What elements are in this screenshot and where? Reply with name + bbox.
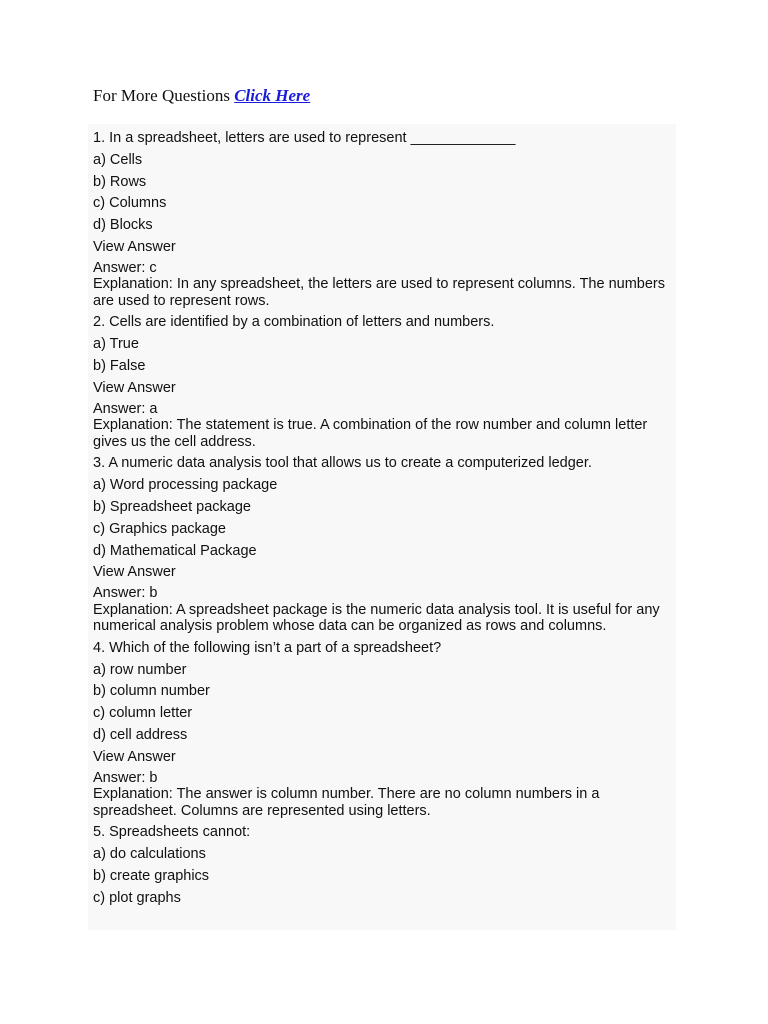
option-d: d) Mathematical Package — [93, 542, 257, 559]
question-text: 1. In a spreadsheet, letters are used to represent _____________ — [93, 130, 516, 146]
option-c: c) Columns — [93, 195, 167, 212]
question-text: 5. Spreadsheets cannot: — [93, 824, 251, 841]
view-answer-button[interactable]: View Answer — [93, 379, 176, 396]
option-a: a) Word processing package — [93, 477, 278, 494]
option-a: a) row number — [93, 661, 187, 678]
header-prefix: For More Questions — [93, 86, 230, 105]
option-c: c) column letter — [93, 705, 193, 722]
option-b: b) False — [93, 358, 146, 375]
option-a: a) do calculations — [93, 846, 206, 863]
view-answer-button[interactable]: View Answer — [93, 238, 176, 255]
question-block-2 — [93, 312, 676, 450]
explanation-text: Explanation: A spreadsheet package is the numeric data analysis tool. It is useful for any numerical analysis problem whose data can be organized as rows and columns. — [93, 601, 660, 635]
option-c: c) Graphics package — [93, 520, 226, 537]
question-block-4 — [93, 638, 676, 819]
option-b: b) Spreadsheet package — [93, 498, 251, 515]
answer-text: Answer: a — [93, 400, 158, 417]
question-block-3 — [93, 453, 676, 634]
view-answer-button[interactable]: View Answer — [93, 748, 176, 765]
question-content — [88, 124, 676, 930]
option-c: c) plot graphs — [93, 889, 181, 906]
question-text: 3. A numeric data analysis tool that allows us to create a computerized ledger. — [93, 455, 592, 472]
question-text: 4. Which of the following isn’t a part of a spreadsheet? — [93, 639, 442, 656]
question-block-1 — [93, 128, 676, 309]
option-b: b) create graphics — [93, 867, 210, 884]
option-a: a) True — [93, 336, 139, 353]
explanation-text: Explanation: In any spreadsheet, the letters are used to represent columns. The numbers are used to represent rows. — [93, 276, 666, 309]
page-header — [93, 86, 310, 106]
option-a: a) Cells — [93, 151, 143, 168]
option-b: b) column number — [93, 683, 210, 700]
option-d: d) cell address — [93, 727, 188, 744]
option-b: b) Rows — [93, 173, 147, 190]
question-block-5 — [93, 822, 676, 907]
answer-text: Answer: c — [93, 259, 157, 276]
explanation-text: Explanation: The answer is column number. There are no column numbers in a spreadsheet. Columns are represented using letters. — [93, 786, 600, 819]
view-answer-button[interactable]: View Answer — [93, 564, 176, 581]
explanation-text: Explanation: The statement is true. A combination of the row number and column letter gives us the cell address. — [93, 417, 648, 450]
answer-text: Answer: b — [93, 585, 158, 602]
click-here-link[interactable]: Click Here — [234, 86, 311, 105]
answer-text: Answer: b — [93, 769, 158, 786]
question-text: 2. Cells are identified by a combination of letters and numbers. — [93, 314, 495, 331]
option-d: d) Blocks — [93, 217, 153, 234]
